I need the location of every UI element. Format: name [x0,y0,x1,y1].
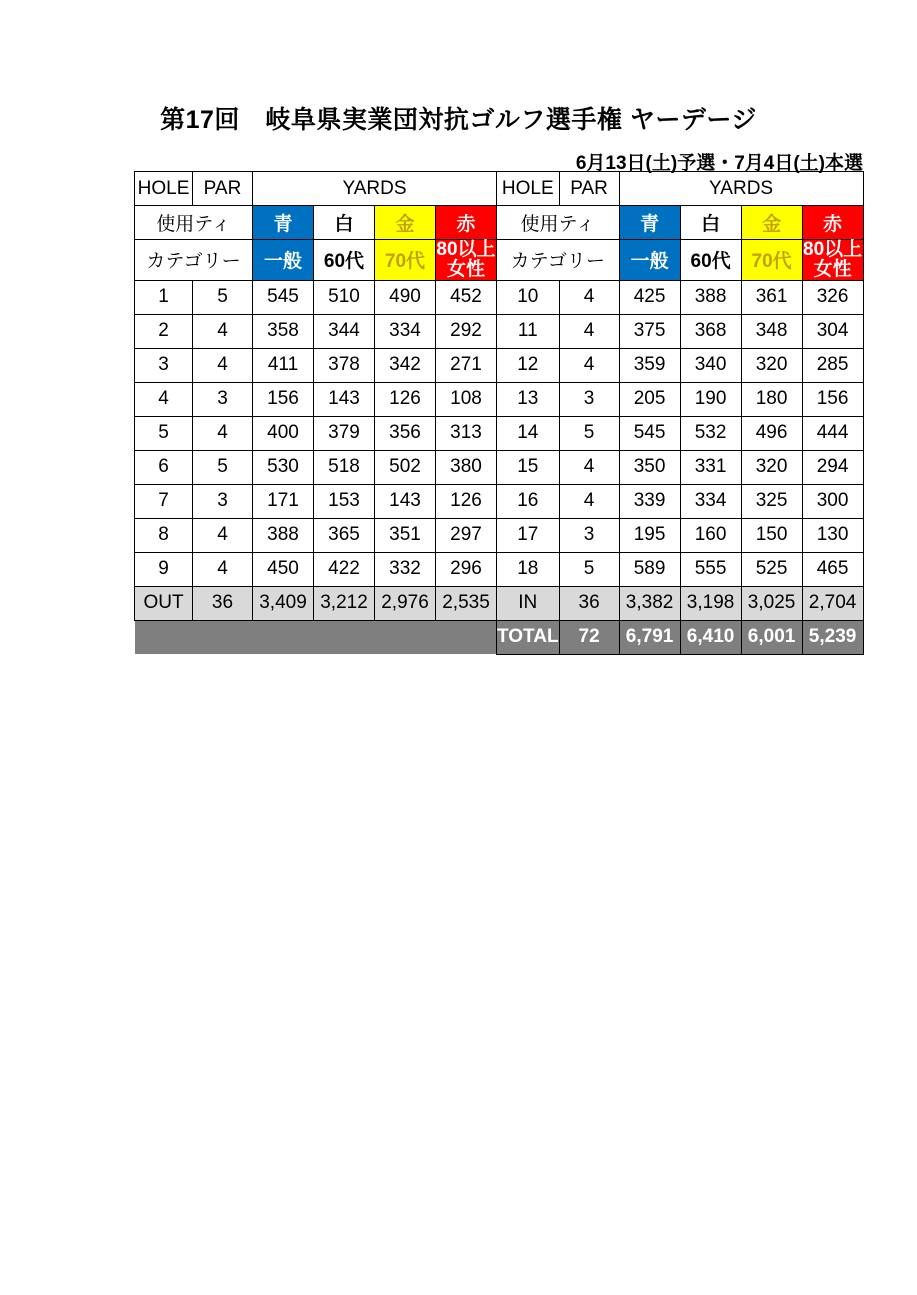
category-gold-in: 70代 [741,240,802,281]
yards-white: 518 [314,450,375,484]
in-gold-total: 3,025 [741,586,802,620]
hole-par: 4 [193,348,253,382]
category-label-in: カテゴリー [497,240,620,281]
hole-par: 3 [193,484,253,518]
hole-number: 10 [497,280,560,314]
hole-par: 4 [193,518,253,552]
yards-gold: 325 [741,484,802,518]
category-white-in: 60代 [680,240,741,281]
category-blue-in: 一般 [619,240,680,281]
table-row [135,484,864,518]
yards-blue: 359 [619,348,680,382]
yards-gold: 356 [375,416,436,450]
yardage-table-wrap [134,171,864,655]
table-row [135,450,864,484]
table-row [135,280,864,314]
table-header-row [135,172,864,206]
yards-white: 365 [314,518,375,552]
yards-white: 378 [314,348,375,382]
hole-number: 7 [135,484,193,518]
out-label: OUT [135,586,193,620]
table-row [135,552,864,586]
yards-red: 130 [802,518,863,552]
yards-gold: 525 [741,552,802,586]
yards-red: 300 [802,484,863,518]
yards-blue: 425 [619,280,680,314]
yardage-table [134,171,864,655]
header-yards-in: YARDS [619,172,863,206]
hole-par: 4 [193,314,253,348]
out-red-total: 2,535 [436,586,497,620]
out-gold-total: 2,976 [375,586,436,620]
yards-gold: 150 [741,518,802,552]
hole-number: 14 [497,416,560,450]
yards-red: 444 [802,416,863,450]
yards-red: 271 [436,348,497,382]
tee-white-in: 白 [680,206,741,240]
header-hole-in: HOLE [497,172,560,206]
yards-white: 143 [314,382,375,416]
yards-gold: 351 [375,518,436,552]
spacer [253,620,314,654]
hole-number: 8 [135,518,193,552]
yards-blue: 171 [253,484,314,518]
yards-red: 126 [436,484,497,518]
yards-white: 340 [680,348,741,382]
grand-total-red: 5,239 [802,620,863,654]
table-row [135,382,864,416]
in-white-total: 3,198 [680,586,741,620]
grand-total-par: 72 [559,620,619,654]
yards-blue: 411 [253,348,314,382]
hole-par: 4 [559,348,619,382]
category-blue-out: 一般 [253,240,314,281]
yards-white: 160 [680,518,741,552]
yards-red: 380 [436,450,497,484]
tee-gold-out: 金 [375,206,436,240]
hole-par: 4 [193,416,253,450]
in-red-total: 2,704 [802,586,863,620]
yards-gold: 334 [375,314,436,348]
yards-white: 379 [314,416,375,450]
tee-row [135,206,864,240]
yards-red: 465 [802,552,863,586]
page-title: 第17回 岐阜県実業団対抗ゴルフ選手権 ヤーデージ [160,106,757,134]
yards-red: 313 [436,416,497,450]
yards-gold: 320 [741,348,802,382]
yards-blue: 388 [253,518,314,552]
tee-label-out: 使用ティ [135,206,253,240]
in-label: IN [497,586,560,620]
out-white-total: 3,212 [314,586,375,620]
hole-par: 3 [559,518,619,552]
yards-gold: 342 [375,348,436,382]
yards-blue: 339 [619,484,680,518]
grand-total-blue: 6,791 [619,620,680,654]
yards-red: 296 [436,552,497,586]
in-blue-total: 3,382 [619,586,680,620]
yards-blue: 545 [253,280,314,314]
table-row [135,314,864,348]
hole-par: 4 [193,552,253,586]
header-hole-out: HOLE [135,172,193,206]
hole-number: 15 [497,450,560,484]
yards-gold: 502 [375,450,436,484]
hole-number: 18 [497,552,560,586]
hole-number: 2 [135,314,193,348]
yards-white: 532 [680,416,741,450]
yards-blue: 530 [253,450,314,484]
event-dates: 6月13日(土)予選・7月4日(土)本選 [575,153,863,174]
spacer [193,620,253,654]
hole-par: 4 [559,450,619,484]
category-white-out: 60代 [314,240,375,281]
category-red-in: 80以上 女性 [803,239,863,280]
yards-blue: 156 [253,382,314,416]
hole-number: 13 [497,382,560,416]
hole-par: 5 [559,416,619,450]
spacer [314,620,375,654]
yards-white: 388 [680,280,741,314]
yards-red: 292 [436,314,497,348]
hole-par: 4 [559,484,619,518]
hole-number: 17 [497,518,560,552]
yards-red: 304 [802,314,863,348]
yards-gold: 490 [375,280,436,314]
tee-white-out: 白 [314,206,375,240]
hole-number: 11 [497,314,560,348]
yards-gold: 332 [375,552,436,586]
yards-white: 190 [680,382,741,416]
in-par-total: 36 [559,586,619,620]
tee-blue-out: 青 [253,206,314,240]
hole-number: 3 [135,348,193,382]
hole-number: 16 [497,484,560,518]
yards-white: 368 [680,314,741,348]
yards-red: 452 [436,280,497,314]
hole-par: 4 [559,314,619,348]
yards-white: 422 [314,552,375,586]
yards-blue: 350 [619,450,680,484]
yards-red: 156 [802,382,863,416]
hole-number: 12 [497,348,560,382]
category-label-out: カテゴリー [135,240,253,281]
header-yards-out: YARDS [253,172,497,206]
tee-blue-in: 青 [619,206,680,240]
tee-gold-in: 金 [741,206,802,240]
table-row [135,518,864,552]
category-row [135,240,864,281]
out-par-total: 36 [193,586,253,620]
yards-white: 153 [314,484,375,518]
header-par-in: PAR [559,172,619,206]
tee-red-in: 赤 [802,206,863,240]
spacer [375,620,436,654]
yards-gold: 496 [741,416,802,450]
yards-blue: 358 [253,314,314,348]
yards-blue: 589 [619,552,680,586]
yards-blue: 195 [619,518,680,552]
yards-gold: 348 [741,314,802,348]
yards-white: 555 [680,552,741,586]
hole-number: 6 [135,450,193,484]
grand-total-gold: 6,001 [741,620,802,654]
yards-red: 326 [802,280,863,314]
yards-gold: 126 [375,382,436,416]
grand-total-row [135,620,864,654]
yards-blue: 450 [253,552,314,586]
hole-number: 1 [135,280,193,314]
hole-number: 4 [135,382,193,416]
tee-label-in: 使用ティ [497,206,620,240]
yards-gold: 143 [375,484,436,518]
hole-par: 5 [559,552,619,586]
hole-par: 5 [193,280,253,314]
yards-red: 297 [436,518,497,552]
spacer [436,620,497,654]
table-row [135,348,864,382]
yards-blue: 205 [619,382,680,416]
hole-number: 9 [135,552,193,586]
yards-white: 331 [680,450,741,484]
yards-red: 108 [436,382,497,416]
grand-total-white: 6,410 [680,620,741,654]
out-blue-total: 3,409 [253,586,314,620]
category-red-out: 80以上 女性 [436,239,496,280]
spacer [135,620,193,654]
hole-par: 3 [193,382,253,416]
hole-par: 3 [559,382,619,416]
yards-gold: 320 [741,450,802,484]
yards-red: 285 [802,348,863,382]
yards-white: 510 [314,280,375,314]
yards-white: 344 [314,314,375,348]
category-gold-out: 70代 [375,240,436,281]
tee-red-out: 赤 [436,206,497,240]
table-row [135,416,864,450]
subtotal-row [135,586,864,620]
grand-total-label: TOTAL [497,620,560,654]
header-par-out: PAR [193,172,253,206]
hole-par: 5 [193,450,253,484]
yards-white: 334 [680,484,741,518]
hole-par: 4 [559,280,619,314]
yards-blue: 375 [619,314,680,348]
yards-blue: 400 [253,416,314,450]
yards-blue: 545 [619,416,680,450]
yards-gold: 361 [741,280,802,314]
yards-red: 294 [802,450,863,484]
yards-gold: 180 [741,382,802,416]
hole-number: 5 [135,416,193,450]
